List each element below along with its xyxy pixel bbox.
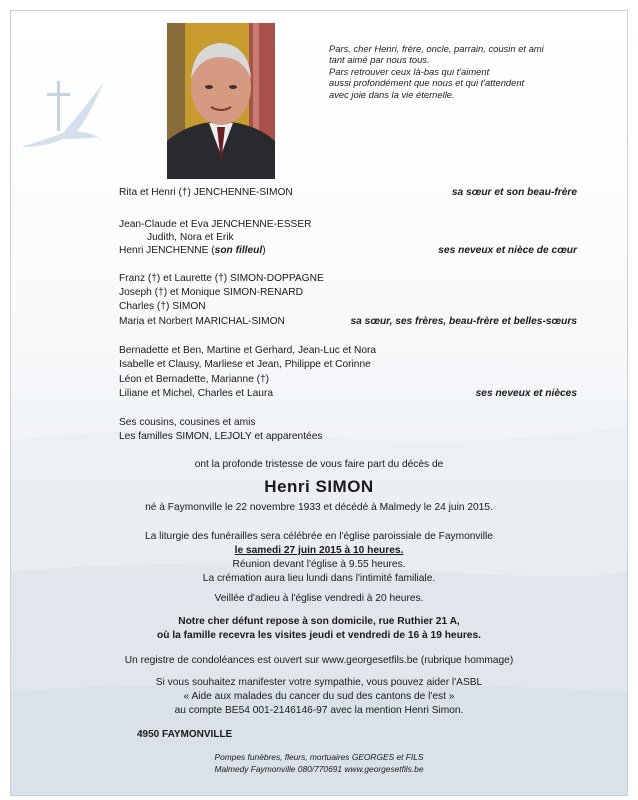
relation-label: ses neveux et nièces (475, 388, 577, 399)
funeral-line: La crémation aura lieu lundi dans l'intimité familiale. (202, 573, 436, 584)
deceased-name: Henri SIMON (264, 477, 374, 496)
relation-label: ses neveux et nièce de cœur (438, 245, 577, 256)
godson-label: son filleul (214, 245, 263, 256)
poem-line: aussi profondément que nous et qui t'attendent (329, 77, 525, 89)
visitation-line: où la famille recevra les visites jeudi et vendredi de 16 à 19 heures. (157, 630, 481, 641)
family-line: Judith, Nora et Erik (147, 232, 234, 243)
family-line: Franz (†) et Laurette (†) SIMON-DOPPAGNE (119, 273, 324, 284)
poem (329, 43, 609, 100)
donation-line: Si vous souhaitez manifester votre sympathie, vous pouvez aider l'ASBL (155, 677, 483, 688)
address: 4950 FAYMONVILLE (137, 729, 233, 740)
obituary-card (10, 10, 628, 796)
family-line: Joseph (†) et Monique SIMON-RENARD (119, 287, 304, 298)
birth-death-line: né à Faymonville le 22 novembre 1933 et décédé à Malmedy le 24 juin 2015. (145, 502, 493, 513)
family-line: Rita et Henri (†) JENCHENNE-SIMON (119, 187, 293, 198)
donation-line: au compte BE54 001-2146146-97 avec la mention Henri Simon. (174, 705, 464, 716)
paren-close: ) (262, 245, 266, 256)
vigil-line: Veillée d'adieu à l'église vendredi à 20 heures. (214, 593, 424, 604)
condolences-line: Un registre de condoléances est ouvert sur www.georgesetfils.be (rubrique hommage) (124, 655, 514, 666)
cross-dove-icon (17, 77, 109, 159)
funeral-home-line: Pompes funèbres, fleurs, mortuaires GEORGES et FILS (214, 752, 424, 762)
family-line-godson (119, 245, 266, 256)
donation-line: « Aide aux malades du cancer du sud des cantons de l'est » (183, 691, 455, 702)
poem-line: Pars retrouver ceux là-bas qui t'aiment (329, 65, 490, 77)
portrait-photo (167, 23, 275, 179)
relation-label: sa sœur, ses frères, beau-frère et belles-sœurs (350, 316, 577, 327)
family-line: Léon et Bernadette, Marianne (†) (119, 374, 270, 385)
funeral-line: Réunion devant l'église à 9.55 heures. (232, 559, 406, 570)
family-line: Charles (†) SIMON (119, 301, 206, 312)
funeral-date-text: le samedi 27 juin 2015 à 10 heures. (234, 545, 404, 556)
family-line: Ses cousins, cousines et amis (119, 417, 256, 428)
visitation-line: Notre cher défunt repose à son domicile, rue Ruthier 21 A, (178, 616, 460, 627)
family-line: Isabelle et Clausy, Marliese et Jean, Philippe et Corinne (119, 359, 371, 370)
family-name: Henri JENCHENNE ( (119, 245, 215, 256)
family-line: Maria et Norbert MARICHAL-SIMON (119, 316, 285, 327)
family-line: Liliane et Michel, Charles et Laura (119, 388, 274, 399)
relation-label: sa sœur et son beau-frère (451, 187, 577, 198)
family-line: Bernadette et Ben, Martine et Gerhard, Jean-Luc et Nora (119, 345, 377, 356)
poem-line: avec joie dans la vie éternelle. (329, 88, 455, 100)
funeral-home-contact: Malmedy Faymonville 080/770691 www.georgesetfils.be (214, 764, 424, 774)
poem-line: Pars, cher Henri, frère, oncle, parrain, cousin et ami (329, 43, 544, 54)
announcement-intro: ont la profonde tristesse de vous faire part du décès de (194, 459, 444, 470)
family-line: Les familles SIMON, LEJOLY et apparentées (119, 431, 323, 442)
funeral-date (11, 545, 627, 556)
poem-line: tant aimé par nous tous. (329, 54, 430, 66)
family-line: Jean-Claude et Eva JENCHENNE-ESSER (119, 219, 312, 230)
funeral-line: La liturgie des funérailles sera célébrée en l'église paroissiale de Faymonville (145, 531, 493, 542)
